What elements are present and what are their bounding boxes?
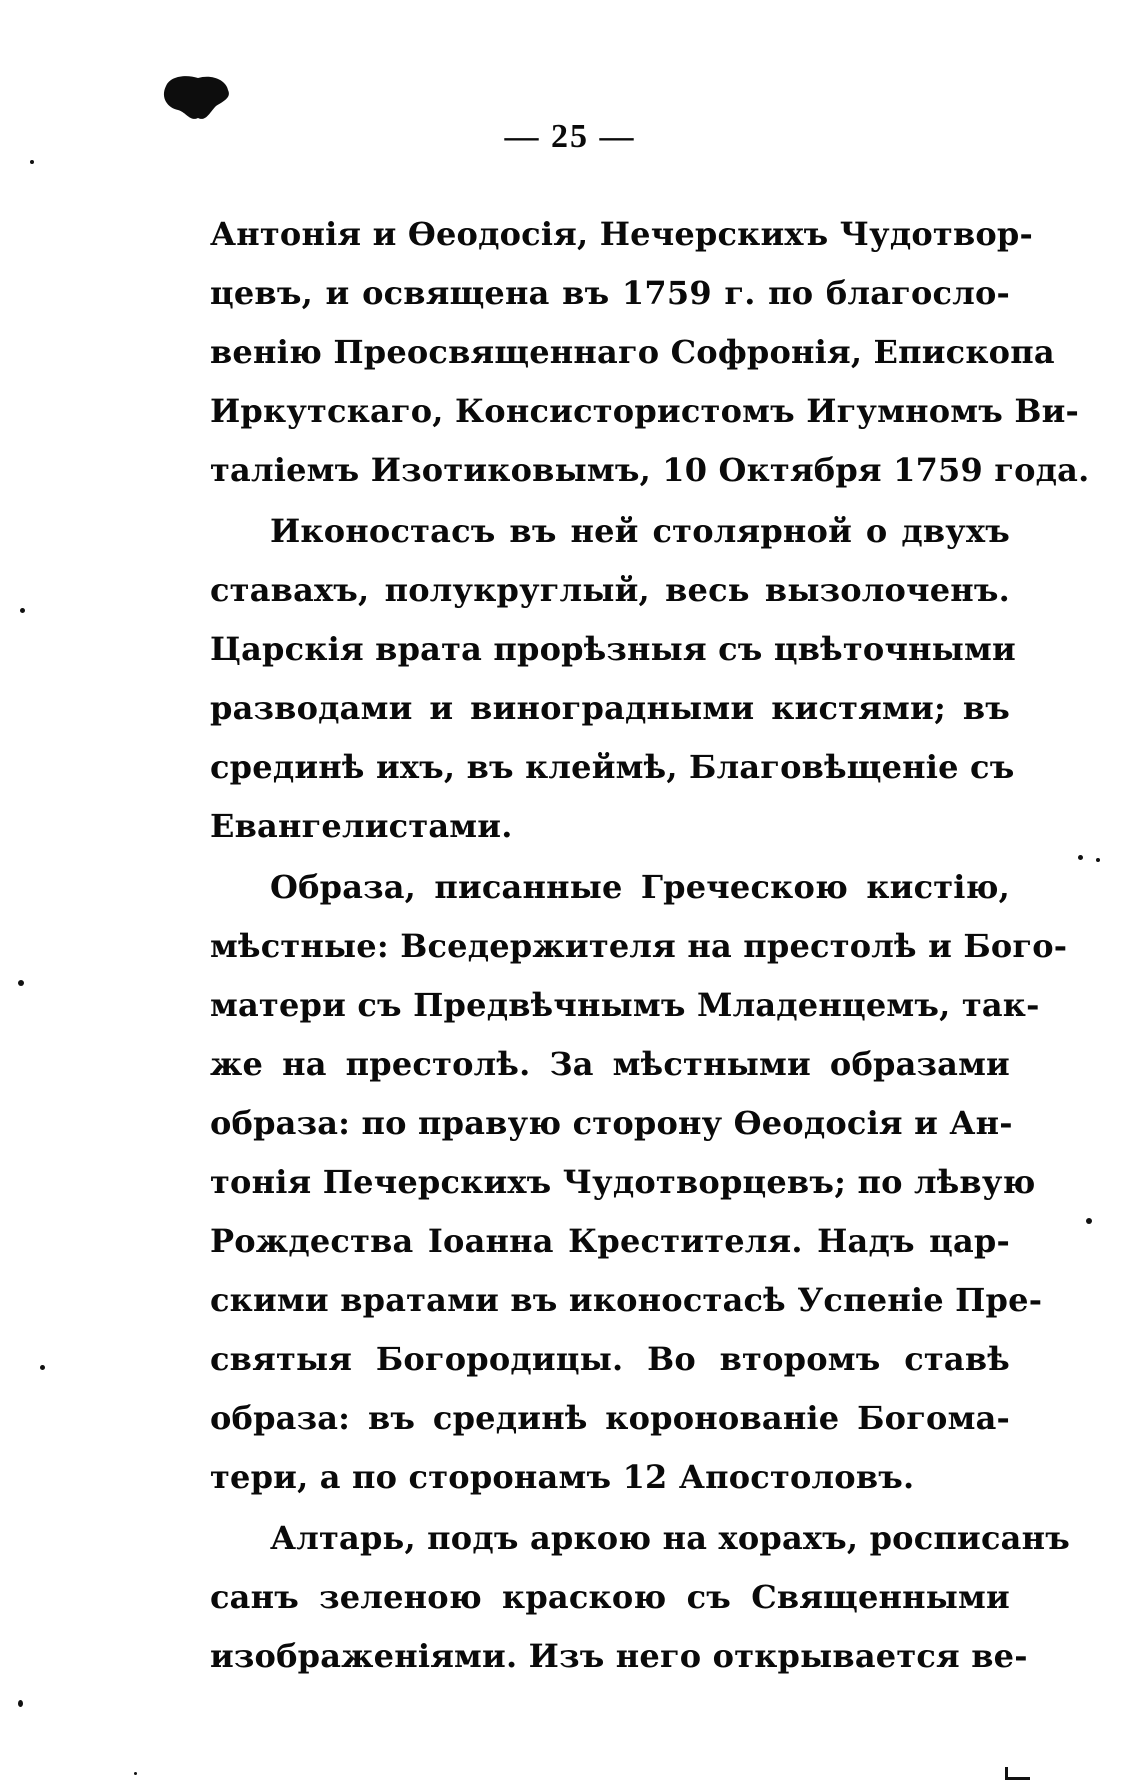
- text-line: тери, а по сторонамъ 12 Апостоловъ.: [210, 1458, 915, 1496]
- text-line: срединѣ ихъ, въ клеймѣ, Благовѣщеніе съ: [210, 748, 1015, 786]
- scan-speck: [1078, 855, 1083, 860]
- scan-speck: [18, 1700, 23, 1707]
- scan-speck: [1086, 1218, 1092, 1224]
- text-line: Иркутскаго, Консистористомъ Игумномъ Ви-: [210, 392, 1080, 430]
- body-text: [210, 205, 1090, 1686]
- text-line: образа: въ срединѣ коронованіе Богома-: [210, 1399, 1010, 1437]
- text-line: Царскія врата прорѣзныя съ цвѣточными: [210, 630, 1016, 668]
- text-line: образа: по правую сторону Өеодосія и Ан-: [210, 1104, 1013, 1142]
- text-line: святыя Богородицы. Во второмъ ставѣ: [210, 1340, 1010, 1378]
- paragraph: [210, 858, 1068, 1507]
- text-line: изображеніями. Изъ него открывается ве-: [210, 1637, 1028, 1675]
- scan-speck: [134, 1772, 137, 1775]
- page-number: — 25 —: [504, 118, 636, 155]
- text-line: Образа, писанные Греческою кистію,: [270, 868, 1010, 906]
- text-line: санъ зеленою краскою съ Священными: [210, 1578, 1010, 1616]
- paragraph: [210, 1509, 1070, 1686]
- corner-mark: [1005, 1767, 1030, 1780]
- paragraph: [210, 205, 1090, 500]
- text-line: цевъ, и освящена въ 1759 г. по благосло-: [210, 274, 1010, 312]
- scan-speck: [18, 980, 24, 986]
- scan-speck: [1096, 858, 1100, 862]
- scan-speck: [20, 608, 25, 613]
- text-line: разводами и виноградными кистями; въ: [210, 689, 1010, 727]
- text-line: венію Преосвященнаго Софронія, Епископа: [210, 333, 1055, 371]
- text-line: же на престолѣ. За мѣстными образами: [210, 1045, 1010, 1083]
- text-line: матери съ Предвѣчнымъ Младенцемъ, так-: [210, 986, 1040, 1024]
- text-line: ставахъ, полукруглый, весь вызолоченъ.: [210, 571, 1010, 609]
- text-line: скими вратами въ иконостасѣ Успеніе Пре-: [210, 1281, 1043, 1319]
- paragraph: [210, 502, 1016, 856]
- text-line: Алтарь, подъ аркою на хорахъ, росписанъ: [270, 1519, 1070, 1557]
- scan-speck: [30, 160, 34, 164]
- text-line: Евангелистами.: [210, 807, 513, 845]
- text-line: Антонія и Өеодосія, Нечерскихъ Чудотвор-: [210, 215, 1033, 253]
- text-line: тонія Печерскихъ Чудотворцевъ; по лѣвую: [210, 1163, 1036, 1201]
- text-line: Иконостасъ въ ней столярной о двухъ: [270, 512, 1010, 550]
- scan-speck: [40, 1365, 45, 1370]
- text-line: мѣстные: Вседержителя на престолѣ и Бого-: [210, 927, 1068, 965]
- text-line: Рождества Іоанна Крестителя. Надъ цар-: [210, 1222, 1010, 1260]
- ink-blot: [160, 72, 232, 124]
- text-line: таліемъ Изотиковымъ, 10 Октября 1759 года.: [210, 451, 1090, 489]
